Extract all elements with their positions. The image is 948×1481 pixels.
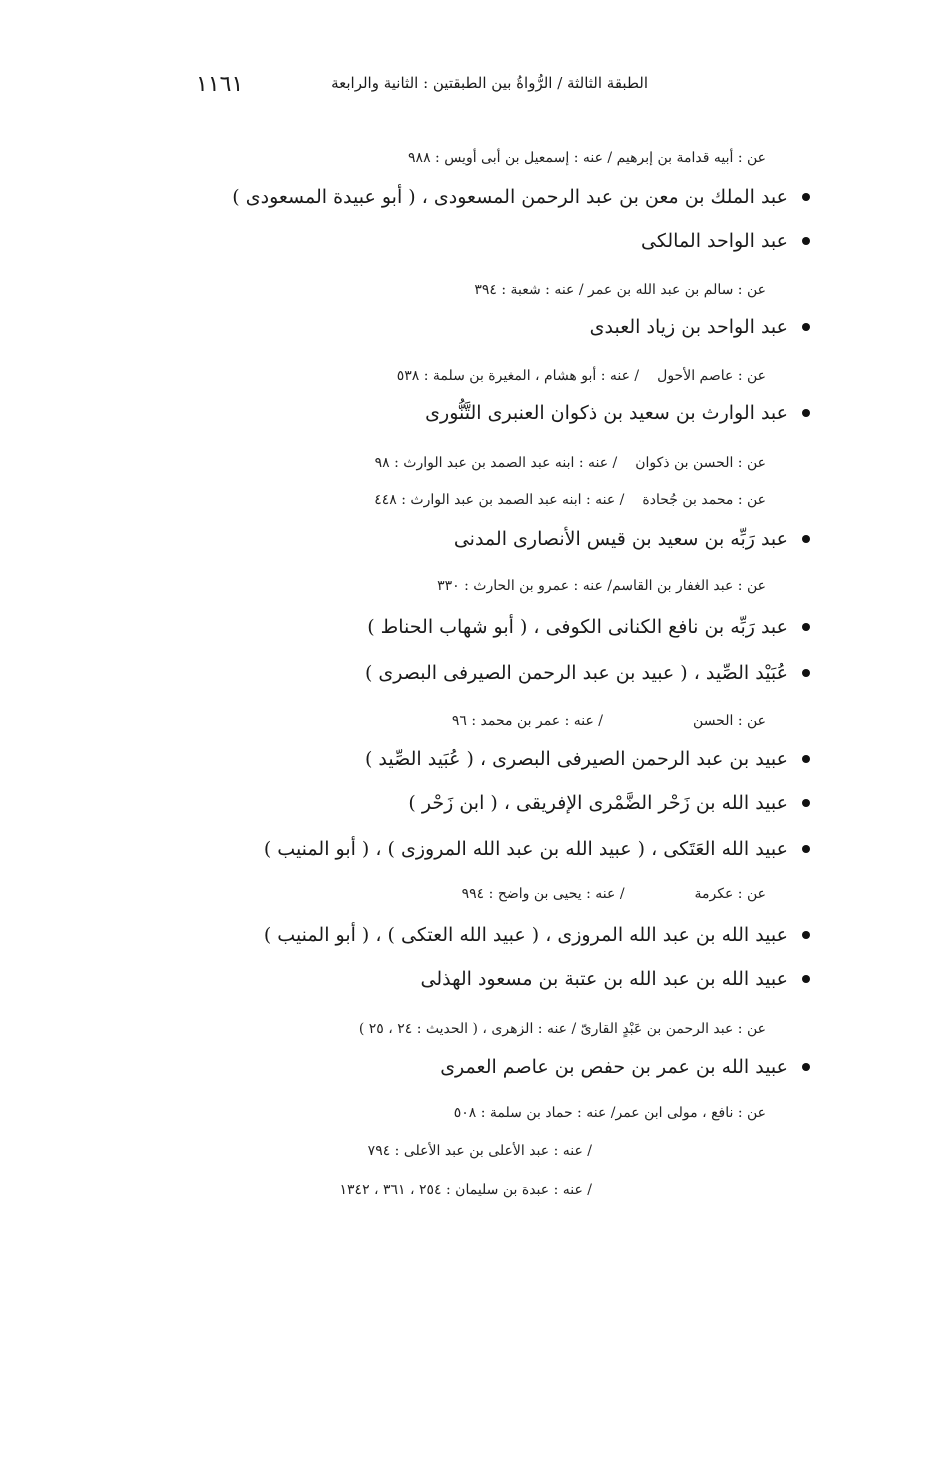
narration-from: عن : الحسن [693,713,766,729]
narrator-entry [367,616,810,638]
running-head: الطبقة الثالثة / الرُّواةُ بين الطبقتين : الثانية والرابعة [331,74,648,92]
narration-from: عن : عكرمة [694,886,766,902]
bullet-icon [802,535,810,543]
narrator-name: عبد الواحد بن زياد العبدى [589,316,788,338]
narration-from: عن : عاصم الأحول [657,368,766,384]
narration-line [454,1105,766,1121]
narrator-entry [454,528,810,550]
narration-line [368,1143,592,1159]
bullet-icon [802,755,810,763]
bullet-icon [802,409,810,417]
narration-text: عن : عبد الغفار بن القاسم/ عنه : عمرو بن الحارث : ٣٣٠ [437,578,766,594]
narration-to: / عنه : عمر بن محمد : ٩٦ [451,713,604,729]
narrator-name: عبيد الله بن زَحْر الضَّمْرى الإفريقى ، ( ابن زَحْر ) [408,792,788,814]
narration-from: عن : الحسن بن ذكوان [635,455,766,471]
narrator-entry [408,792,810,814]
narration-text: عن : أبيه قدامة بن إبرهيم / عنه : إسمعيل بن أبى أويس : ٩٨٨ [408,150,766,166]
narrator-name: عبيد الله العَتَكى ، ( عبيد الله بن عبد الله المروزى ) ، ( أبو المنيب ) [263,838,788,860]
narrator-name: عبيد الله بن عمر بن حفص بن عاصم العمرى [440,1056,788,1078]
narration-to: / عنه : يحيى بن واضح : ٩٩٤ [461,886,625,902]
bullet-icon [802,845,810,853]
bullet-icon [802,237,810,245]
narration-text: عن : سالم بن عبد الله بن عمر / عنه : شعبة : ٣٩٤ [474,282,766,298]
narrator-entry [425,402,810,424]
narrator-name: عبد رَبِّه بن سعيد بن قيس الأنصارى المدنى [453,528,788,550]
narration-to: / عنه : ابنه عبد الصمد بن عبد الوارث : ٤٤٨ [374,492,625,508]
narration-line [452,713,766,729]
narration-text: / عنه : عبد الأعلى بن عبد الأعلى : ٧٩٤ [367,1143,592,1159]
bullet-icon [802,799,810,807]
narrator-name: عبد رَبِّه بن نافع الكنانى الكوفى ، ( أبو شهاب الحناط ) [367,616,788,638]
narration-line [474,282,766,298]
narrator-name: عبيد الله بن عبد الله بن عتبة بن مسعود الهذلى [420,968,788,990]
narrator-name: عُبَيْد الصِّيد ، ( عبيد بن عبد الرحمن الصيرفى البصرى ) [364,662,788,684]
bullet-icon [802,323,810,331]
bullet-icon [802,975,810,983]
narration-line [408,150,766,166]
narrator-entry [264,838,810,860]
narration-text: عن : نافع ، مولى ابن عمر/ عنه : حماد بن سلمة : ٥٠٨ [453,1105,766,1121]
narrator-entry [365,748,810,770]
page-number: ١١٦١ [196,72,244,97]
bullet-icon [802,931,810,939]
narrator-name: عبد الملك بن معن بن عبد الرحمن المسعودى ، ( أبو عبيدة المسعودى ) [232,186,788,208]
narrator-entry [420,968,810,990]
narration-text: / عنه : عبدة بن سليمان : ٢٥٤ ، ٣٦١ ، ١٣٤٢ [339,1182,592,1198]
narration-to: / عنه : ابنه عبد الصمد بن عبد الوارث : ٩٨ [374,455,618,471]
bullet-icon [802,669,810,677]
narrator-entry [590,316,810,338]
narrator-entry [232,186,810,208]
narration-line [437,578,766,594]
narrator-name: عبد الوارث بن سعيد بن ذكوان العنبرى التَّنُّورى [425,402,788,424]
narration-line [375,455,766,471]
narrator-entry [365,662,810,684]
bullet-icon [802,193,810,201]
narration-to: / عنه : أبو هشام ، المغيرة بن سلمة : ٥٣٨ [396,368,640,384]
narration-line [374,492,766,508]
narration-line [462,886,766,902]
narrator-name: عبيد بن عبد الرحمن الصيرفى البصرى ، ( عُبَيد الصِّيد ) [364,748,788,770]
narrator-name: عبيد الله بن عبد الله المروزى ، ( عبيد الله العتكى ) ، ( أبو المنيب ) [263,924,788,946]
narrator-entry [641,230,810,252]
narration-text: عن : عبد الرحمن بن عَبْدٍ القارىّ / عنه : الزهرى ، ( الحديث : ٢٤ ، ٢٥ ) [358,1021,766,1037]
narration-line [359,1021,766,1037]
bullet-icon [802,1063,810,1071]
narrator-name: عبد الواحد المالكى [641,230,788,252]
narrator-entry [264,924,810,946]
narrator-entry [440,1056,810,1078]
narration-line [340,1182,592,1198]
narration-from: عن : محمد بن جُحادة [642,492,766,508]
bullet-icon [802,623,810,631]
narration-line [397,368,766,384]
